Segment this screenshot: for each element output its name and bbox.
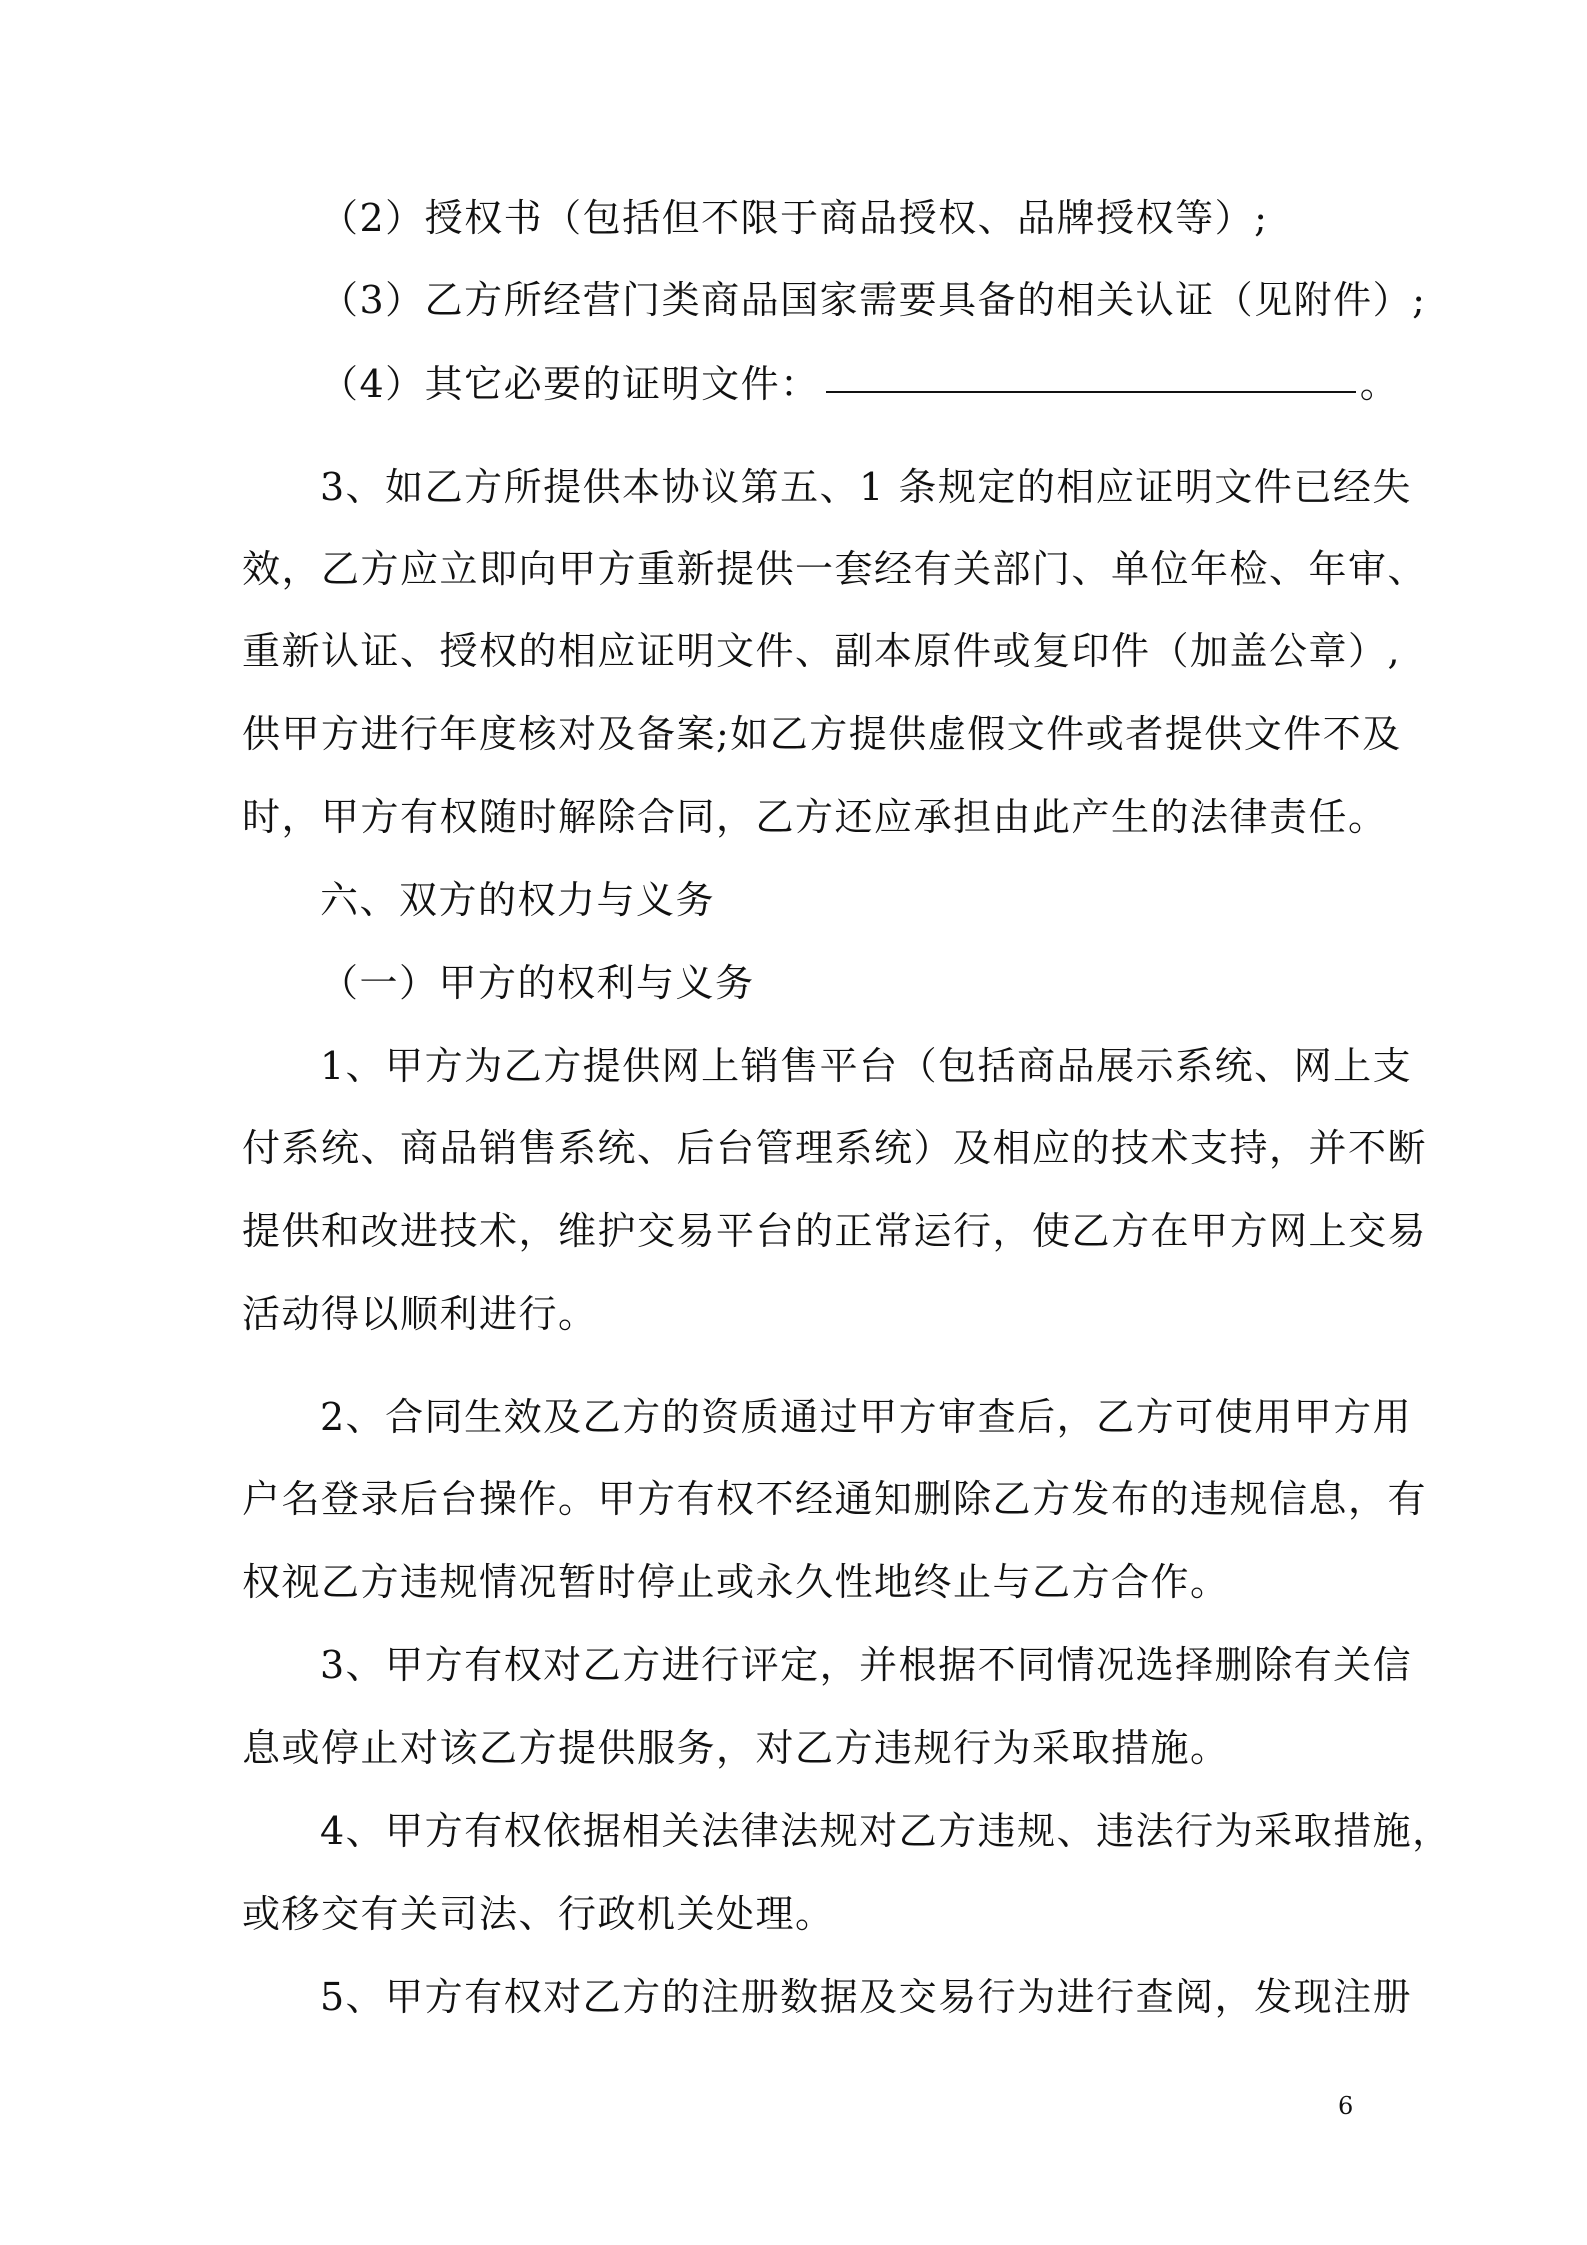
paragraph-3-line-2: 效，乙方应立即向甲方重新提供一套经有关部门、单位年检、年审、 — [242, 547, 1428, 591]
paragraph-3-line-1: 3、如乙方所提供本协议第五、1 条规定的相应证明文件已经失 — [320, 465, 1412, 509]
clause-2-line-3: 权视乙方违规情况暂时停止或永久性地终止与乙方合作。 — [242, 1560, 1230, 1604]
clause-2-line-2: 户名登录后台操作。甲方有权不经通知删除乙方发布的违规信息，有 — [242, 1477, 1428, 1521]
list-item-4-other-documents — [320, 362, 1399, 406]
section-heading-rights-obligations: 六、双方的权力与义务 — [320, 878, 716, 922]
clause-1-line-1: 1、甲方为乙方提供网上销售平台（包括商品展示系统、网上支 — [320, 1044, 1413, 1088]
paragraph-3-line-4: 供甲方进行年度核对及备案;如乙方提供虚假文件或者提供文件不及 — [242, 712, 1402, 756]
clause-3-line-2: 息或停止对该乙方提供服务，对乙方违规行为采取措施。 — [242, 1726, 1230, 1770]
list-item-2-authorization: （2）授权书（包括但不限于商品授权、品牌授权等）; — [320, 196, 1269, 240]
paragraph-3-line-5: 时，甲方有权随时解除合同，乙方还应承担由此产生的法律责任。 — [242, 795, 1388, 839]
clause-1-line-2: 付系统、商品销售系统、后台管理系统）及相应的技术支持，并不断 — [242, 1126, 1428, 1170]
clause-2-line-1: 2、合同生效及乙方的资质通过甲方审查后，乙方可使用甲方用 — [320, 1395, 1413, 1439]
list-item-4-label: （4）其它必要的证明文件： — [320, 362, 820, 406]
clause-4-line-2: 或移交有关司法、行政机关处理。 — [242, 1892, 835, 1936]
page-number: 6 — [1338, 2092, 1354, 2120]
paragraph-3-line-3: 重新认证、授权的相应证明文件、副本原件或复印件（加盖公章）, — [242, 629, 1402, 673]
clause-4-line-1: 4、甲方有权依据相关法律法规对乙方违规、违法行为采取措施， — [320, 1809, 1452, 1853]
clause-5-line-1: 5、甲方有权对乙方的注册数据及交易行为进行查阅，发现注册 — [320, 1975, 1413, 2019]
list-item-4-period: 。 — [1359, 362, 1400, 406]
fill-in-blank-line — [826, 390, 1356, 393]
list-item-3-certification: （3）乙方所经营门类商品国家需要具备的相关认证（见附件）; — [320, 278, 1427, 322]
clause-3-line-1: 3、甲方有权对乙方进行评定，并根据不同情况选择删除有关信 — [320, 1643, 1413, 1687]
clause-1-line-4: 活动得以顺利进行。 — [242, 1292, 598, 1336]
clause-1-line-3: 提供和改进技术，维护交易平台的正常运行，使乙方在甲方网上交易 — [242, 1209, 1428, 1253]
subsection-heading-party-a: （一）甲方的权利与义务 — [320, 961, 755, 1005]
